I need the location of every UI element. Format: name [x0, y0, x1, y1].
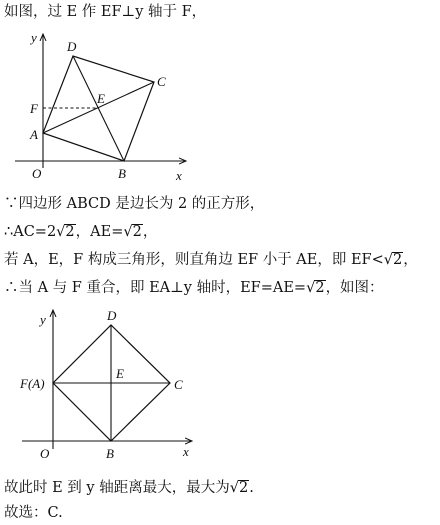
sqrt-symbol: √2	[306, 280, 325, 296]
label-fa: F(A)	[20, 376, 45, 391]
sqrt-radicand: 2	[65, 224, 75, 240]
text-line-5	[4, 278, 384, 298]
sqrt-radicand: 2	[315, 280, 325, 296]
text-line-6-part-1: 故此时 E 到 y 轴距离最大，最大为	[4, 480, 230, 496]
label-e: E	[97, 91, 105, 106]
text-line-3-part-1: ∴AC=2	[4, 224, 57, 240]
label-a: A	[30, 127, 38, 142]
text-line-4	[4, 250, 418, 270]
label-d: D	[107, 308, 117, 323]
text-line-6	[4, 478, 254, 498]
text-line-5-part-1: ∴当 A 与 F 重合，即 EA⊥y 轴时，EF=AE=	[4, 280, 307, 296]
sqrt-symbol: √2	[56, 224, 75, 240]
sqrt-radicand: 2	[132, 224, 142, 240]
text-line-3-part-2: ，AE=	[75, 224, 124, 240]
label-d: D	[67, 39, 77, 54]
figure-2-diagram	[0, 304, 200, 466]
sqrt-symbol: √2	[123, 224, 142, 240]
label-y: y	[31, 30, 37, 45]
label-e: E	[116, 366, 124, 381]
sqrt-symbol: √2	[383, 252, 403, 268]
sqrt-radicand: 2	[238, 480, 249, 496]
label-x: x	[176, 168, 182, 183]
label-b: B	[106, 446, 114, 461]
sqrt-symbol: √2	[229, 480, 249, 496]
text-line-6-part-2: .	[249, 480, 254, 496]
diagonal-bd	[73, 56, 124, 161]
label-o: O	[32, 166, 42, 181]
text-line-3	[4, 222, 157, 242]
text-line-7: 故选：C.	[4, 505, 63, 521]
sqrt-radicand: 2	[393, 252, 403, 268]
text-line-1: 如图，过 E 作 EF⊥y 轴于 F，	[4, 4, 207, 20]
text-line-4-part-2: ，	[403, 252, 418, 268]
figure-1-diagram	[0, 28, 200, 186]
label-y: y	[40, 312, 46, 327]
text-line-4-part-1: 若 A，E，F 构成三角形，则直角边 EF 小于 AE，即 EF<	[4, 252, 384, 268]
label-b: B	[118, 166, 126, 181]
label-c: C	[174, 377, 183, 392]
text-line-2: ∵四边形 ABCD 是边长为 2 的正方形，	[4, 196, 265, 212]
text-line-3-part-3: ，	[142, 224, 158, 240]
text-line-5-part-2: ，如图：	[325, 280, 384, 296]
label-x: x	[183, 444, 189, 459]
label-o: O	[40, 446, 50, 461]
label-f: F	[30, 101, 38, 116]
label-c: C	[157, 74, 166, 89]
